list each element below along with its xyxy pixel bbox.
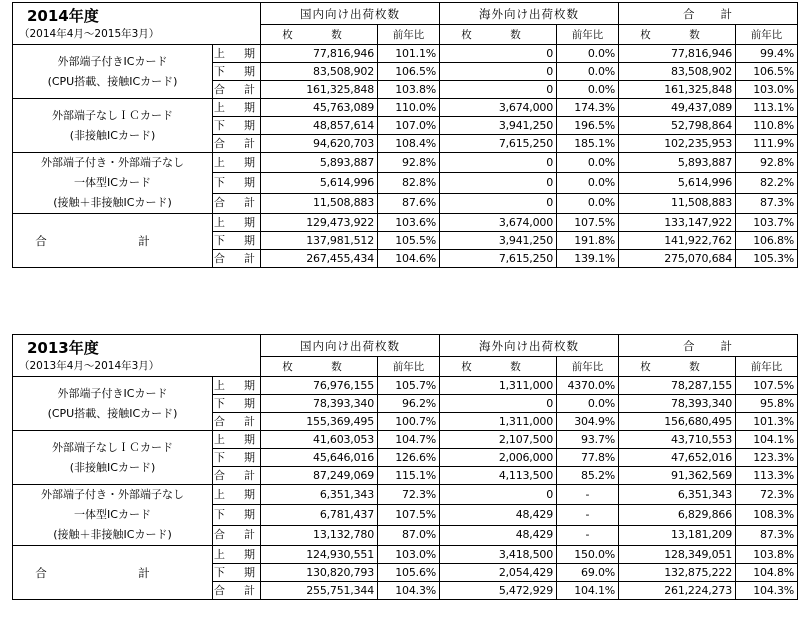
period-label: 下 期 [213, 173, 261, 193]
overseas-qty: 2,054,429 [440, 564, 557, 582]
overseas-ratio: 93.7% [557, 431, 619, 449]
total-qty: 49,437,089 [619, 99, 736, 117]
domestic-ratio: 105.5% [378, 232, 440, 250]
domestic-ratio: 107.5% [378, 505, 440, 525]
total-ratio: 104.1% [736, 431, 798, 449]
overseas-ratio: 0.0% [557, 173, 619, 193]
table-row [13, 377, 798, 395]
domestic-qty: 129,473,922 [261, 214, 378, 232]
total-qty-header: 枚 数 [619, 25, 736, 45]
category-label-line: 一体型ICカード [74, 508, 151, 521]
category-label-line: 外部端子付きICカード [57, 54, 168, 68]
domestic-qty: 267,455,434 [261, 250, 378, 268]
fiscal-period: （2013年4月～2014年3月） [13, 357, 261, 377]
period-label: 合 計 [213, 81, 261, 99]
domestic-qty-header: 枚 数 [261, 25, 378, 45]
overseas-qty-header: 枚 数 [440, 25, 557, 45]
total-ratio: 107.5% [736, 377, 798, 395]
total-ratio: 95.8% [736, 395, 798, 413]
overseas-ratio: - [557, 505, 619, 525]
overseas-ratio: 77.8% [557, 449, 619, 467]
total-ratio: 101.3% [736, 413, 798, 431]
period-label: 上 期 [213, 377, 261, 395]
total-qty: 141,922,762 [619, 232, 736, 250]
period-label: 上 期 [213, 99, 261, 117]
domestic-qty: 45,763,089 [261, 99, 378, 117]
overseas-ratio: 185.1% [557, 135, 619, 153]
total-ratio-header: 前年比 [736, 25, 798, 45]
total-ratio: 106.8% [736, 232, 798, 250]
overseas-qty: 1,311,000 [440, 413, 557, 431]
table-row [13, 431, 798, 449]
category-label-line: (接触＋非接触ICカード) [53, 528, 172, 541]
total-qty: 133,147,922 [619, 214, 736, 232]
domestic-ratio: 110.0% [378, 99, 440, 117]
overseas-ratio: 0.0% [557, 193, 619, 213]
total-qty: 5,893,887 [619, 153, 736, 173]
domestic-ratio: 87.6% [378, 193, 440, 213]
period-label: 合 計 [213, 250, 261, 268]
domestic-qty: 41,603,053 [261, 431, 378, 449]
total-ratio: 99.4% [736, 45, 798, 63]
overseas-qty: 3,674,000 [440, 214, 557, 232]
domestic-qty: 6,351,343 [261, 485, 378, 505]
period-label: 合 計 [213, 413, 261, 431]
category-label [13, 377, 213, 431]
total-qty: 11,508,883 [619, 193, 736, 213]
overseas-ratio: 174.3% [557, 99, 619, 117]
period-label: 下 期 [213, 63, 261, 81]
total-ratio: 111.9% [736, 135, 798, 153]
domestic-ratio: 115.1% [378, 467, 440, 485]
domestic-qty: 45,646,016 [261, 449, 378, 467]
table-row [13, 546, 798, 564]
category-label [13, 214, 213, 268]
total-qty: 102,235,953 [619, 135, 736, 153]
total-qty: 77,816,946 [619, 45, 736, 63]
overseas-qty: 3,941,250 [440, 232, 557, 250]
domestic-qty: 83,508,902 [261, 63, 378, 81]
domestic-qty-header: 枚 数 [261, 357, 378, 377]
total-ratio: 72.3% [736, 485, 798, 505]
period-label: 上 期 [213, 431, 261, 449]
overseas-ratio: 196.5% [557, 117, 619, 135]
overseas-qty-header: 枚 数 [440, 357, 557, 377]
total-qty: 43,710,553 [619, 431, 736, 449]
total-ratio: 87.3% [736, 193, 798, 213]
total-ratio: 87.3% [736, 525, 798, 545]
domestic-qty: 48,857,614 [261, 117, 378, 135]
total-header: 合 計 [619, 3, 798, 25]
overseas-ratio-header: 前年比 [557, 25, 619, 45]
total-ratio: 92.8% [736, 153, 798, 173]
overseas-ratio: - [557, 525, 619, 545]
domestic-ratio: 103.0% [378, 546, 440, 564]
overseas-qty: 4,113,500 [440, 467, 557, 485]
total-header: 合 計 [619, 335, 798, 357]
period-label: 合 計 [213, 467, 261, 485]
total-ratio: 110.8% [736, 117, 798, 135]
category-label [13, 45, 213, 99]
overseas-qty: 0 [440, 63, 557, 81]
overseas-qty: 2,107,500 [440, 431, 557, 449]
total-ratio: 103.0% [736, 81, 798, 99]
overseas-ratio: 69.0% [557, 564, 619, 582]
period-label: 合 計 [213, 582, 261, 600]
domestic-qty: 130,820,793 [261, 564, 378, 582]
header-row [13, 335, 798, 357]
domestic-qty: 137,981,512 [261, 232, 378, 250]
overseas-ratio: 0.0% [557, 63, 619, 81]
domestic-ratio: 106.5% [378, 63, 440, 81]
overseas-qty: 1,311,000 [440, 377, 557, 395]
domestic-ratio: 101.1% [378, 45, 440, 63]
category-label [13, 431, 213, 485]
overseas-qty: 0 [440, 485, 557, 505]
domestic-qty: 124,930,551 [261, 546, 378, 564]
domestic-qty: 13,132,780 [261, 525, 378, 545]
total-qty: 275,070,684 [619, 250, 736, 268]
header-row [13, 3, 798, 25]
overseas-qty: 0 [440, 193, 557, 213]
category-label-line: 合 計 [35, 565, 190, 580]
period-label: 下 期 [213, 564, 261, 582]
table-row [13, 153, 798, 173]
overseas-qty: 48,429 [440, 505, 557, 525]
total-qty: 52,798,864 [619, 117, 736, 135]
period-label: 下 期 [213, 505, 261, 525]
table-row [13, 45, 798, 63]
period-label: 上 期 [213, 485, 261, 505]
total-ratio: 108.3% [736, 505, 798, 525]
category-label-line: 外部端子付き・外部端子なし [41, 156, 184, 169]
overseas-ratio: 150.0% [557, 546, 619, 564]
domestic-qty: 6,781,437 [261, 505, 378, 525]
table-title: 2014年度 [13, 3, 261, 25]
total-qty: 13,181,209 [619, 525, 736, 545]
category-label-line: 一体型ICカード [74, 176, 151, 189]
overseas-ratio: 0.0% [557, 45, 619, 63]
overseas-ratio: 0.0% [557, 81, 619, 99]
domestic-ratio: 126.6% [378, 449, 440, 467]
domestic-ratio: 104.3% [378, 582, 440, 600]
overseas-qty: 0 [440, 81, 557, 99]
fiscal-period: （2014年4月～2015年3月） [13, 25, 261, 45]
domestic-ratio: 108.4% [378, 135, 440, 153]
overseas-qty: 0 [440, 153, 557, 173]
period-label: 上 期 [213, 153, 261, 173]
subheader-row [13, 25, 798, 45]
total-ratio: 104.8% [736, 564, 798, 582]
category-label-line: (CPU搭載、接触ICカード) [47, 406, 178, 420]
total-qty: 5,614,996 [619, 173, 736, 193]
total-qty: 47,652,016 [619, 449, 736, 467]
domestic-ratio: 96.2% [378, 395, 440, 413]
total-ratio: 123.3% [736, 449, 798, 467]
total-qty: 261,224,273 [619, 582, 736, 600]
overseas-ratio: 191.8% [557, 232, 619, 250]
overseas-qty: 48,429 [440, 525, 557, 545]
period-label: 下 期 [213, 232, 261, 250]
total-ratio: 104.3% [736, 582, 798, 600]
subheader-row [13, 357, 798, 377]
overseas-qty: 3,674,000 [440, 99, 557, 117]
overseas-ratio: 304.9% [557, 413, 619, 431]
overseas-qty: 0 [440, 45, 557, 63]
domestic-ratio: 87.0% [378, 525, 440, 545]
category-label [13, 546, 213, 600]
domestic-qty: 78,393,340 [261, 395, 378, 413]
domestic-qty: 5,893,887 [261, 153, 378, 173]
overseas-ratio: 139.1% [557, 250, 619, 268]
overseas-qty: 3,941,250 [440, 117, 557, 135]
overseas-ratio-header: 前年比 [557, 357, 619, 377]
total-qty: 6,351,343 [619, 485, 736, 505]
overseas-ratio: 104.1% [557, 582, 619, 600]
total-qty: 78,287,155 [619, 377, 736, 395]
total-ratio: 113.1% [736, 99, 798, 117]
shipment-table-2014 [12, 2, 798, 268]
total-qty: 83,508,902 [619, 63, 736, 81]
total-ratio: 105.3% [736, 250, 798, 268]
category-label-line: (CPU搭載、接触ICカード) [47, 74, 178, 88]
category-label-line: 合 計 [35, 233, 190, 248]
overseas-qty: 2,006,000 [440, 449, 557, 467]
domestic-header: 国内向け出荷枚数 [261, 335, 440, 357]
total-ratio: 82.2% [736, 173, 798, 193]
total-qty: 6,829,866 [619, 505, 736, 525]
period-label: 下 期 [213, 449, 261, 467]
table-row [13, 214, 798, 232]
domestic-qty: 77,816,946 [261, 45, 378, 63]
overseas-qty: 7,615,250 [440, 250, 557, 268]
total-qty: 78,393,340 [619, 395, 736, 413]
total-qty: 161,325,848 [619, 81, 736, 99]
period-label: 上 期 [213, 546, 261, 564]
overseas-header: 海外向け出荷枚数 [440, 335, 619, 357]
domestic-ratio: 105.6% [378, 564, 440, 582]
domestic-ratio-header: 前年比 [378, 25, 440, 45]
category-label [13, 99, 213, 153]
domestic-ratio: 92.8% [378, 153, 440, 173]
domestic-header: 国内向け出荷枚数 [261, 3, 440, 25]
category-label-line: 外部端子なしＩＣカード [52, 108, 173, 122]
category-label-line: 外部端子付きICカード [57, 386, 168, 400]
category-label-line: 外部端子付き・外部端子なし [41, 488, 184, 501]
overseas-qty: 0 [440, 395, 557, 413]
period-label: 合 計 [213, 135, 261, 153]
domestic-qty: 5,614,996 [261, 173, 378, 193]
domestic-ratio: 72.3% [378, 485, 440, 505]
overseas-qty: 3,418,500 [440, 546, 557, 564]
overseas-ratio: 0.0% [557, 153, 619, 173]
domestic-ratio: 100.7% [378, 413, 440, 431]
total-ratio: 113.3% [736, 467, 798, 485]
domestic-ratio: 104.7% [378, 431, 440, 449]
overseas-ratio: - [557, 485, 619, 505]
period-label: 下 期 [213, 395, 261, 413]
domestic-qty: 76,976,155 [261, 377, 378, 395]
total-ratio: 103.7% [736, 214, 798, 232]
period-label: 上 期 [213, 45, 261, 63]
overseas-qty: 5,472,929 [440, 582, 557, 600]
category-label-line: (非接触ICカード) [69, 460, 156, 474]
total-qty: 156,680,495 [619, 413, 736, 431]
domestic-qty: 255,751,344 [261, 582, 378, 600]
period-label: 下 期 [213, 117, 261, 135]
domestic-qty: 11,508,883 [261, 193, 378, 213]
overseas-ratio: 0.0% [557, 395, 619, 413]
category-label [13, 485, 213, 546]
domestic-ratio: 103.8% [378, 81, 440, 99]
domestic-qty: 94,620,703 [261, 135, 378, 153]
period-label: 合 計 [213, 193, 261, 213]
total-qty: 132,875,222 [619, 564, 736, 582]
domestic-qty: 87,249,069 [261, 467, 378, 485]
domestic-ratio: 103.6% [378, 214, 440, 232]
total-qty: 91,362,569 [619, 467, 736, 485]
total-qty-header: 枚 数 [619, 357, 736, 377]
category-label [13, 153, 213, 214]
domestic-ratio: 105.7% [378, 377, 440, 395]
domestic-ratio: 107.0% [378, 117, 440, 135]
total-ratio: 106.5% [736, 63, 798, 81]
overseas-ratio: 4370.0% [557, 377, 619, 395]
category-label-line: (接触＋非接触ICカード) [53, 196, 172, 209]
shipment-table-2013 [12, 334, 798, 600]
total-ratio-header: 前年比 [736, 357, 798, 377]
overseas-ratio: 85.2% [557, 467, 619, 485]
period-label: 合 計 [213, 525, 261, 545]
total-ratio: 103.8% [736, 546, 798, 564]
overseas-qty: 7,615,250 [440, 135, 557, 153]
domestic-ratio-header: 前年比 [378, 357, 440, 377]
overseas-ratio: 107.5% [557, 214, 619, 232]
domestic-ratio: 82.8% [378, 173, 440, 193]
domestic-qty: 161,325,848 [261, 81, 378, 99]
table-title: 2013年度 [13, 335, 261, 357]
table-row [13, 99, 798, 117]
domestic-ratio: 104.6% [378, 250, 440, 268]
category-label-line: 外部端子なしＩＣカード [52, 440, 173, 454]
table-row [13, 485, 798, 505]
domestic-qty: 155,369,495 [261, 413, 378, 431]
category-label-line: (非接触ICカード) [69, 128, 156, 142]
total-qty: 128,349,051 [619, 546, 736, 564]
period-label: 上 期 [213, 214, 261, 232]
overseas-qty: 0 [440, 173, 557, 193]
overseas-header: 海外向け出荷枚数 [440, 3, 619, 25]
